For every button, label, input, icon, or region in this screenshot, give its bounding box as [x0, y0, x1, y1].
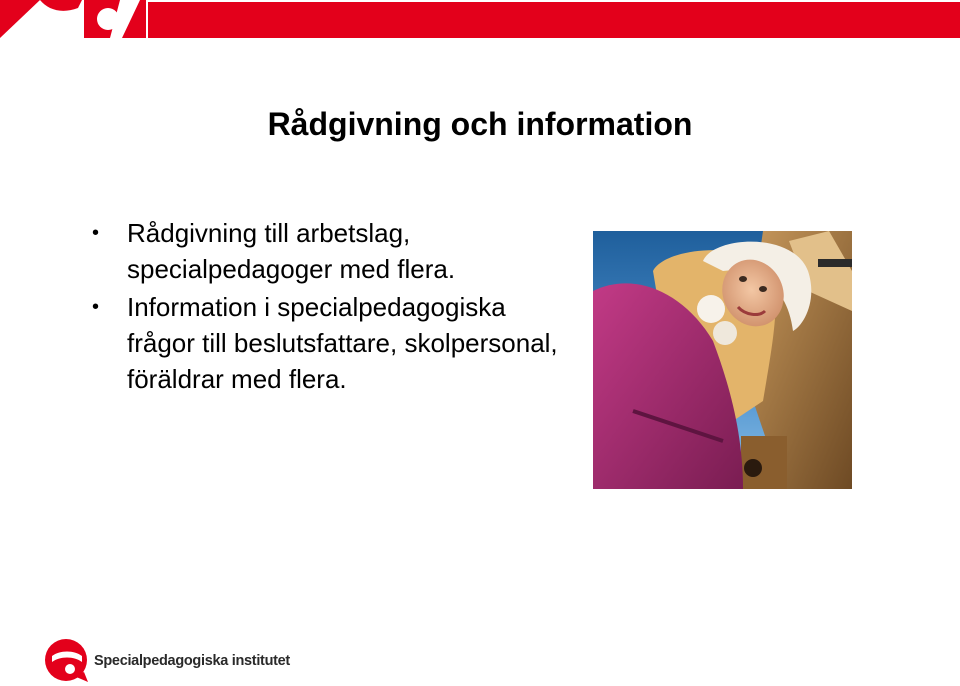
bullet-icon: • [92, 296, 100, 318]
bullet-item [92, 215, 562, 287]
bullet-list [92, 215, 562, 397]
org-name: Specialpedagogiska institutet [94, 653, 290, 669]
bullet-item [92, 289, 562, 397]
girl-in-winter-hat-photo [593, 231, 852, 489]
bullet-text: Information i specialpedagogiska frågor till beslutsfattare, skolpersonal, föräldrar med flera. [127, 292, 558, 394]
slide-title: Rådgivning och information [267, 106, 693, 142]
bullet-icon: • [92, 222, 100, 244]
si-logo-icon [44, 636, 90, 684]
top-banner [0, 0, 960, 40]
banner-graphic [0, 0, 960, 40]
bullet-text: Rådgivning till arbetslag, specialpedagoger med flera. [127, 218, 456, 284]
footer-logo [44, 636, 304, 686]
